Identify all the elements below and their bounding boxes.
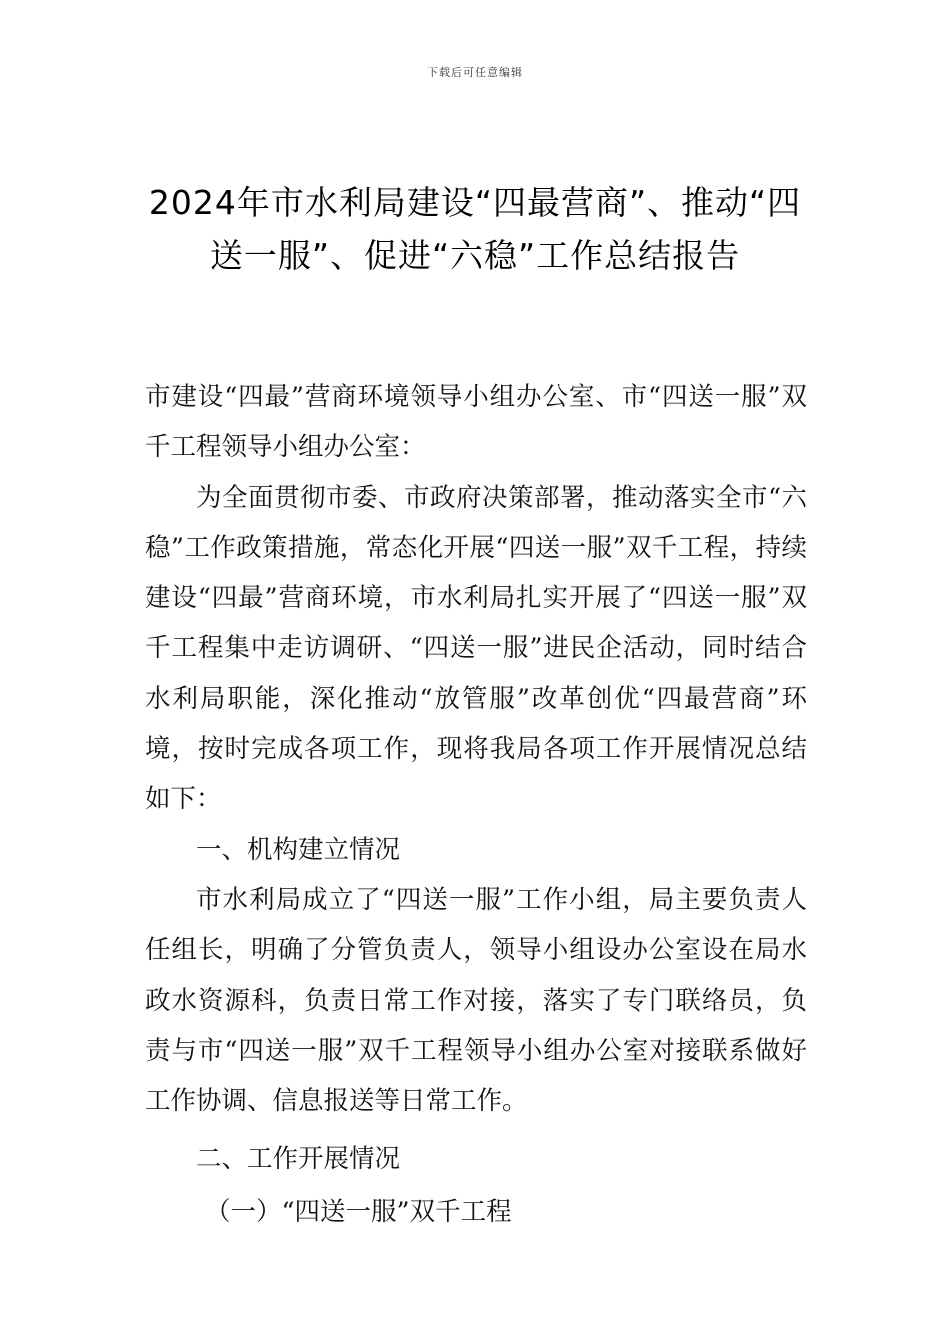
- recipient-paragraph: 市建设“四最”营商环境领导小组办公室、市“四送一服”双千工程领导小组办公室：: [145, 382, 807, 463]
- section-heading-2: 二、工作开展情况: [196, 1144, 401, 1175]
- document-title: 2024年市水利局建设“四最营商”、推动“四送一服”、促进“六稳”工作总结报告: [148, 183, 802, 275]
- intro-paragraph: 为全面贯彻市委、市政府决策部署，推动落实全市“六稳”工作政策措施，常态化开展“四送一服”双千工程，持续建设“四最”营商环境，市水利局扎实开展了“四送一服”双千工程集中走访调研、“四送一服”进民企活动，同时结合水利局职能，深化推动“放管服”改革创优“四最营商”环境，按时完成各项工作，现将我局各项工作开展情况总结如下：: [145, 482, 807, 815]
- section-heading-1: 一、机构建立情况: [196, 834, 401, 865]
- subsection-heading-2-1: （一）“四送一服”双千工程: [205, 1196, 512, 1227]
- document-body: [145, 372, 807, 1237]
- section-body-1: 市水利局成立了“四送一服”工作小组，局主要负责人任组长，明确了分管负责人，领导小组设办公室设在局水政水资源科，负责日常工作对接，落实了专门联络员，负责与市“四送一服”双千工程领导小组办公室对接联系做好工作协调、信息报送等日常工作。: [145, 884, 807, 1117]
- header-note: 下载后可任意编辑: [427, 66, 523, 79]
